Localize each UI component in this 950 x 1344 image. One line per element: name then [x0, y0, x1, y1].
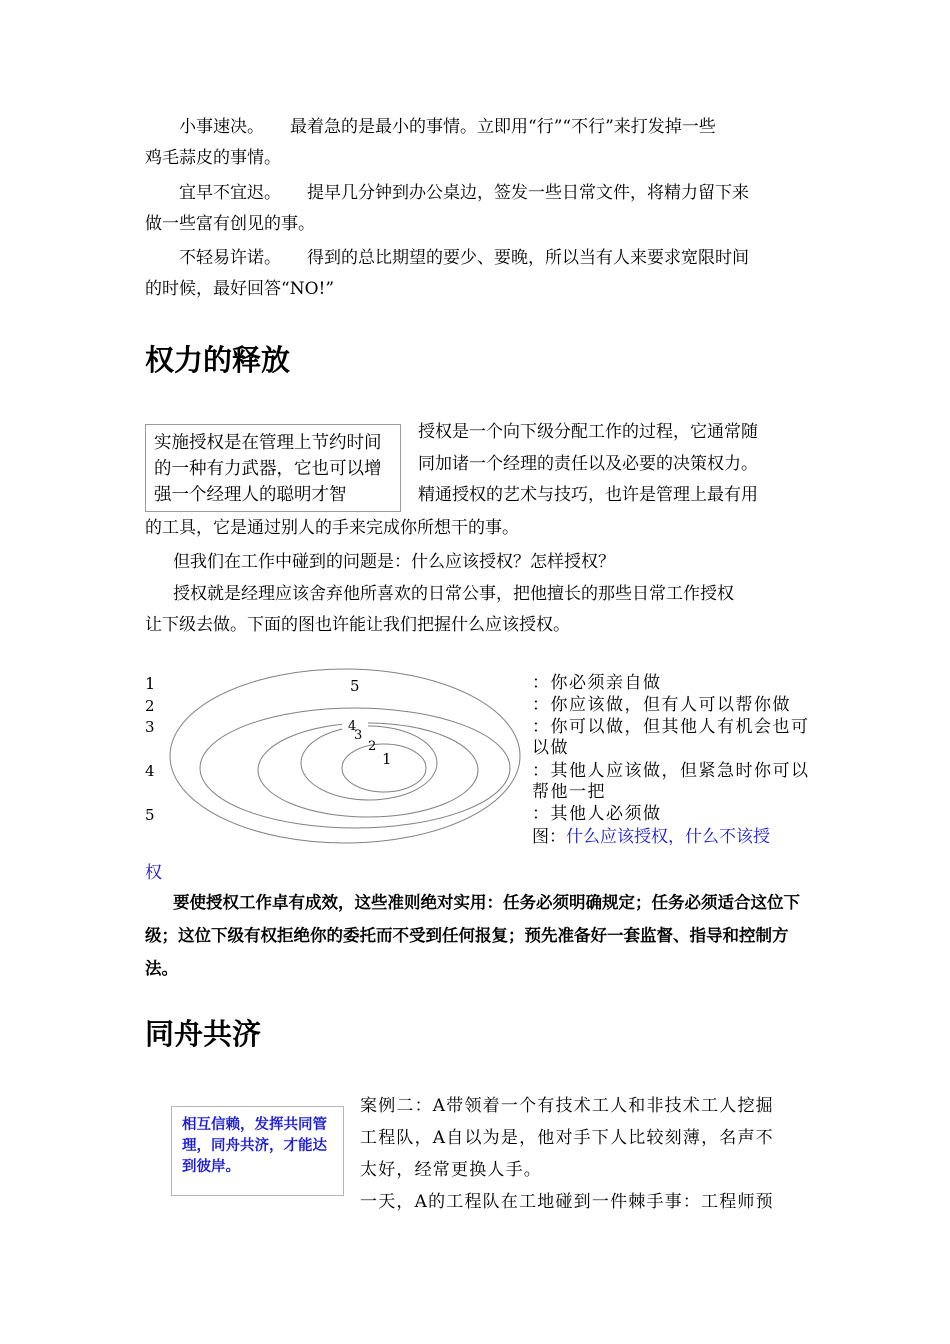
case-line: 工程队，A自以为是，他对手下人比较刻薄，名声不	[360, 1128, 774, 1148]
intro-line: 同加诸一个经理的责任以及必要的决策权力。	[418, 453, 758, 474]
intro-text	[418, 417, 810, 512]
case-line: 案例二：A带领着一个有技术工人和非技术工人挖掘	[360, 1096, 774, 1116]
tip-cont: 的时候，最好回答“NO!”	[145, 279, 335, 299]
legend-item: ：你必须亲自做	[532, 673, 662, 693]
tip-lead: 小事速决。	[179, 117, 264, 137]
ring-label: 5	[350, 677, 360, 695]
ring-label: 1	[382, 750, 392, 768]
caption-wrap: 权	[145, 863, 162, 883]
concentric-rings	[160, 664, 535, 850]
ring-label: 2	[368, 739, 377, 754]
caption-prefix: 图：	[532, 827, 566, 847]
intro-cont: 的工具，它是通过别人的手来完成你所想干的事。	[145, 518, 519, 538]
ring-label: 4	[348, 719, 357, 734]
legend-item: ：你可以做，但其他人有机会也可以做	[532, 717, 810, 758]
definition-line: 让下级去做。下面的图也许能让我们把握什么应该授权。	[145, 615, 570, 635]
caption-text: 什么应该授权，什么不该授	[566, 827, 770, 847]
ring-label: 3	[354, 728, 363, 743]
diagram-number: 3	[145, 718, 155, 736]
tip-lead: 宜早不宜迟。	[179, 183, 281, 203]
diagram-number: 2	[145, 697, 155, 715]
callout-teamwork: 相互信赖，发挥共同管理，同舟共济，才能达到彼岸。	[171, 1106, 344, 1196]
case-line: 一天，A的工程队在工地碰到一件棘手事：工程师预	[360, 1192, 774, 1212]
legend-item: ：你应该做，但有人可以帮你做	[532, 695, 791, 715]
tip-cont: 做一些富有创见的事。	[145, 214, 315, 234]
tip-1	[145, 112, 807, 174]
case-line: 太好，经常更换人手。	[360, 1160, 542, 1180]
tip-text: 最着急的是最小的事情。立即用“行”“不行”来打发掉一些	[290, 117, 716, 137]
definition-paragraph	[145, 579, 807, 641]
ring-3	[258, 723, 478, 817]
case-study	[360, 1090, 808, 1218]
question-paragraph: 但我们在工作中碰到的问题是：什么应该授权？怎样授权？	[173, 552, 615, 572]
legend-item: ：其他人应该做，但紧急时你可以帮他一把	[532, 761, 810, 802]
intro-line: 授权是一个向下级分配工作的过程，它通常随	[418, 422, 758, 442]
ring-5	[170, 669, 520, 843]
tip-2	[145, 178, 807, 240]
section-title-power: 权力的释放	[145, 343, 291, 377]
section-title-teamwork: 同舟共济	[145, 1017, 262, 1051]
tip-3	[145, 243, 807, 305]
tip-text: 提早几分钟到办公桌边，签发一些日常文件，将精力留下来	[307, 183, 749, 203]
callout-delegation: 实施授权是在管理上节约时间的一种有力武器，它也可以增强一个经理人的聪明才智	[145, 424, 401, 512]
diagram-number: 1	[145, 674, 156, 693]
tip-lead: 不轻易许诺。	[179, 248, 281, 268]
ring-2	[301, 726, 437, 800]
tip-text: 得到的总比期望的要少、要晚，所以当有人来要求宽限时间	[307, 248, 749, 268]
definition-line: 授权就是经理应该舍弃他所喜欢的日常公事，把他擅长的那些日常工作授权	[173, 584, 734, 604]
diagram-number: 5	[145, 806, 155, 824]
tip-cont: 鸡毛蒜皮的事情。	[145, 148, 281, 168]
delegation-rules: 要使授权工作卓有成效，这些准则绝对实用：任务必须明确规定；任务必须适合这位下级；这位下级有权拒绝你的委托而不受到任何报复；预先准备好一套监督、指导和控制方法。	[145, 893, 800, 978]
diagram-number: 4	[145, 762, 155, 780]
legend-item: ：其他人必须做	[532, 804, 662, 824]
intro-line: 精通授权的艺术与技巧，也许是管理上最有用	[418, 485, 758, 505]
diagram-caption	[532, 826, 770, 848]
